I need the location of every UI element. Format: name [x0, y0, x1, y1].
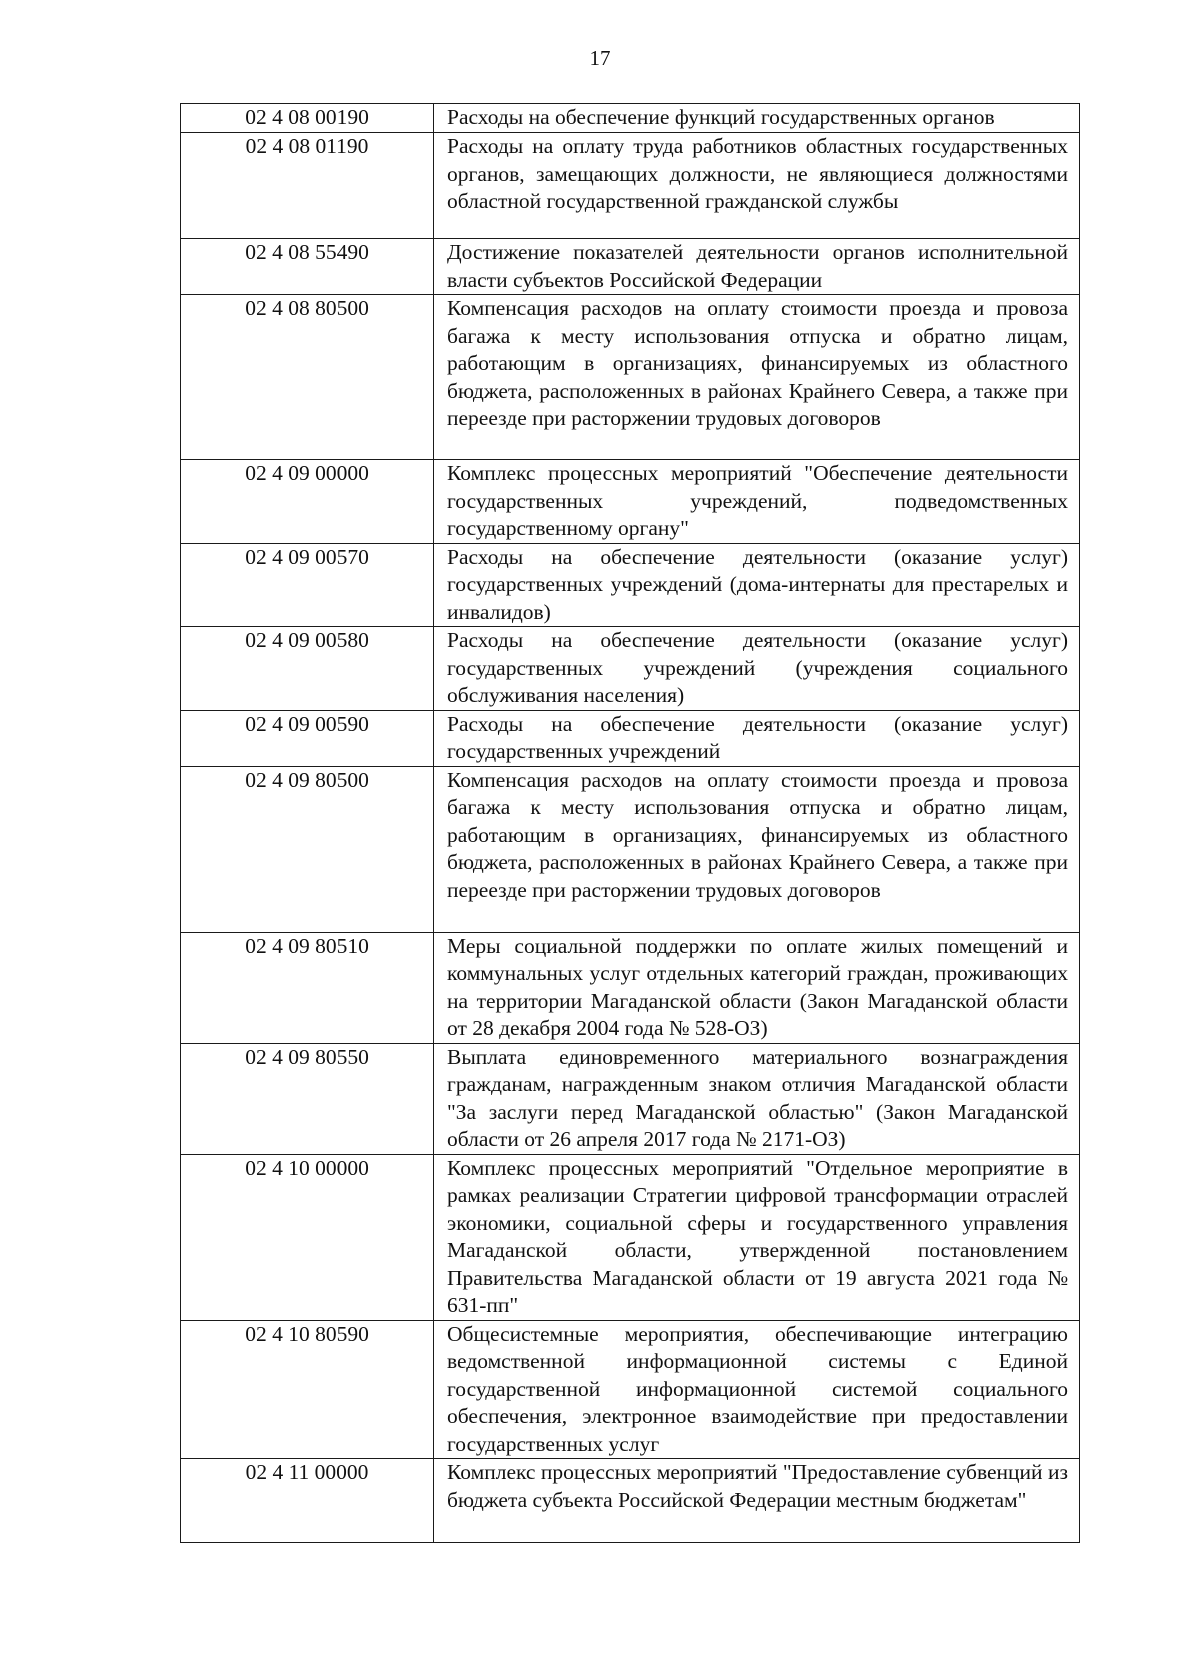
row-description: Расходы на обеспечение функций государственных органов [434, 104, 1080, 133]
row-code: 02 4 08 80500 [181, 295, 434, 460]
row-description: Компенсация расходов на оплату стоимости проезда и провоза багажа к месту использования отпуска и обратно лицам, работающим в организациях, финансируемых из областного бюджета, расположенных в районах Крайнего Севера, а также при переезде при расторжении трудовых договоров [434, 766, 1080, 932]
table-row [181, 239, 1080, 295]
row-description: Расходы на обеспечение деятельности (оказание услуг) государственных учреждений [434, 710, 1080, 766]
row-code: 02 4 08 00190 [181, 104, 434, 133]
table-row [181, 710, 1080, 766]
table-row [181, 766, 1080, 932]
row-code: 02 4 09 00000 [181, 460, 434, 544]
row-code: 02 4 10 80590 [181, 1320, 434, 1459]
row-code: 02 4 08 01190 [181, 133, 434, 239]
page-number: 17 [589, 46, 611, 70]
table-row [181, 543, 1080, 627]
budget-classification-table [180, 103, 1080, 1543]
table-row [181, 1320, 1080, 1459]
table-row [181, 460, 1080, 544]
row-code: 02 4 09 80510 [181, 932, 434, 1043]
row-code: 02 4 09 80550 [181, 1043, 434, 1154]
row-description: Меры социальной поддержки по оплате жилых помещений и коммунальных услуг отдельных категорий граждан, проживающих на территории Магаданской области (Закон Магаданской области от 28 декабря 2004 года № 528-ОЗ) [434, 932, 1080, 1043]
row-description: Расходы на обеспечение деятельности (оказание услуг) государственных учреждений (дома-интернаты для престарелых и инвалидов) [434, 543, 1080, 627]
row-description: Комплекс процессных мероприятий "Отдельное мероприятие в рамках реализации Стратегии цифровой трансформации отраслей экономики, социальной сферы и государственного управления Магаданской области, утвержденной постановлением Правительства Магаданской области от 19 августа 2021 года № 631-пп" [434, 1154, 1080, 1320]
table-row [181, 133, 1080, 239]
row-description: Компенсация расходов на оплату стоимости проезда и провоза багажа к месту использования отпуска и обратно лицам, работающим в организациях, финансируемых из областного бюджета, расположенных в районах Крайнего Севера, а также при переезде при расторжении трудовых договоров [434, 295, 1080, 460]
row-description: Выплата единовременного материального вознаграждения гражданам, награжденным знаком отличия Магаданской области "За заслуги перед Магаданской областью" (Закон Магаданской области от 26 апреля 2017 года № 2171-ОЗ) [434, 1043, 1080, 1154]
row-code: 02 4 11 00000 [181, 1459, 434, 1543]
table-row [181, 1043, 1080, 1154]
row-code: 02 4 09 00590 [181, 710, 434, 766]
row-code: 02 4 08 55490 [181, 239, 434, 295]
row-description: Расходы на обеспечение деятельности (оказание услуг) государственных учреждений (учреждения социального обслуживания населения) [434, 627, 1080, 711]
row-code: 02 4 09 00580 [181, 627, 434, 711]
table-row [181, 104, 1080, 133]
row-description: Комплекс процессных мероприятий "Обеспечение деятельности государственных учреждений, подведомственных государственному органу" [434, 460, 1080, 544]
table-row [181, 932, 1080, 1043]
row-code: 02 4 10 00000 [181, 1154, 434, 1320]
table-row [181, 1154, 1080, 1320]
table-row [181, 295, 1080, 460]
row-code: 02 4 09 00570 [181, 543, 434, 627]
table-row [181, 627, 1080, 711]
row-code: 02 4 09 80500 [181, 766, 434, 932]
row-description: Комплекс процессных мероприятий "Предоставление субвенций из бюджета субъекта Российской Федерации местным бюджетам" [434, 1459, 1080, 1543]
table-row [181, 1459, 1080, 1543]
row-description: Достижение показателей деятельности органов исполнительной власти субъектов Российской Федерации [434, 239, 1080, 295]
row-description: Расходы на оплату труда работников областных государственных органов, замещающих должности, не являющиеся должностями областной государственной гражданской службы [434, 133, 1080, 239]
row-description: Общесистемные мероприятия, обеспечивающие интеграцию ведомственной информационной системы с Единой государственной информационной системой социального обеспечения, электронное взаимодействие при предоставлении государственных услуг [434, 1320, 1080, 1459]
